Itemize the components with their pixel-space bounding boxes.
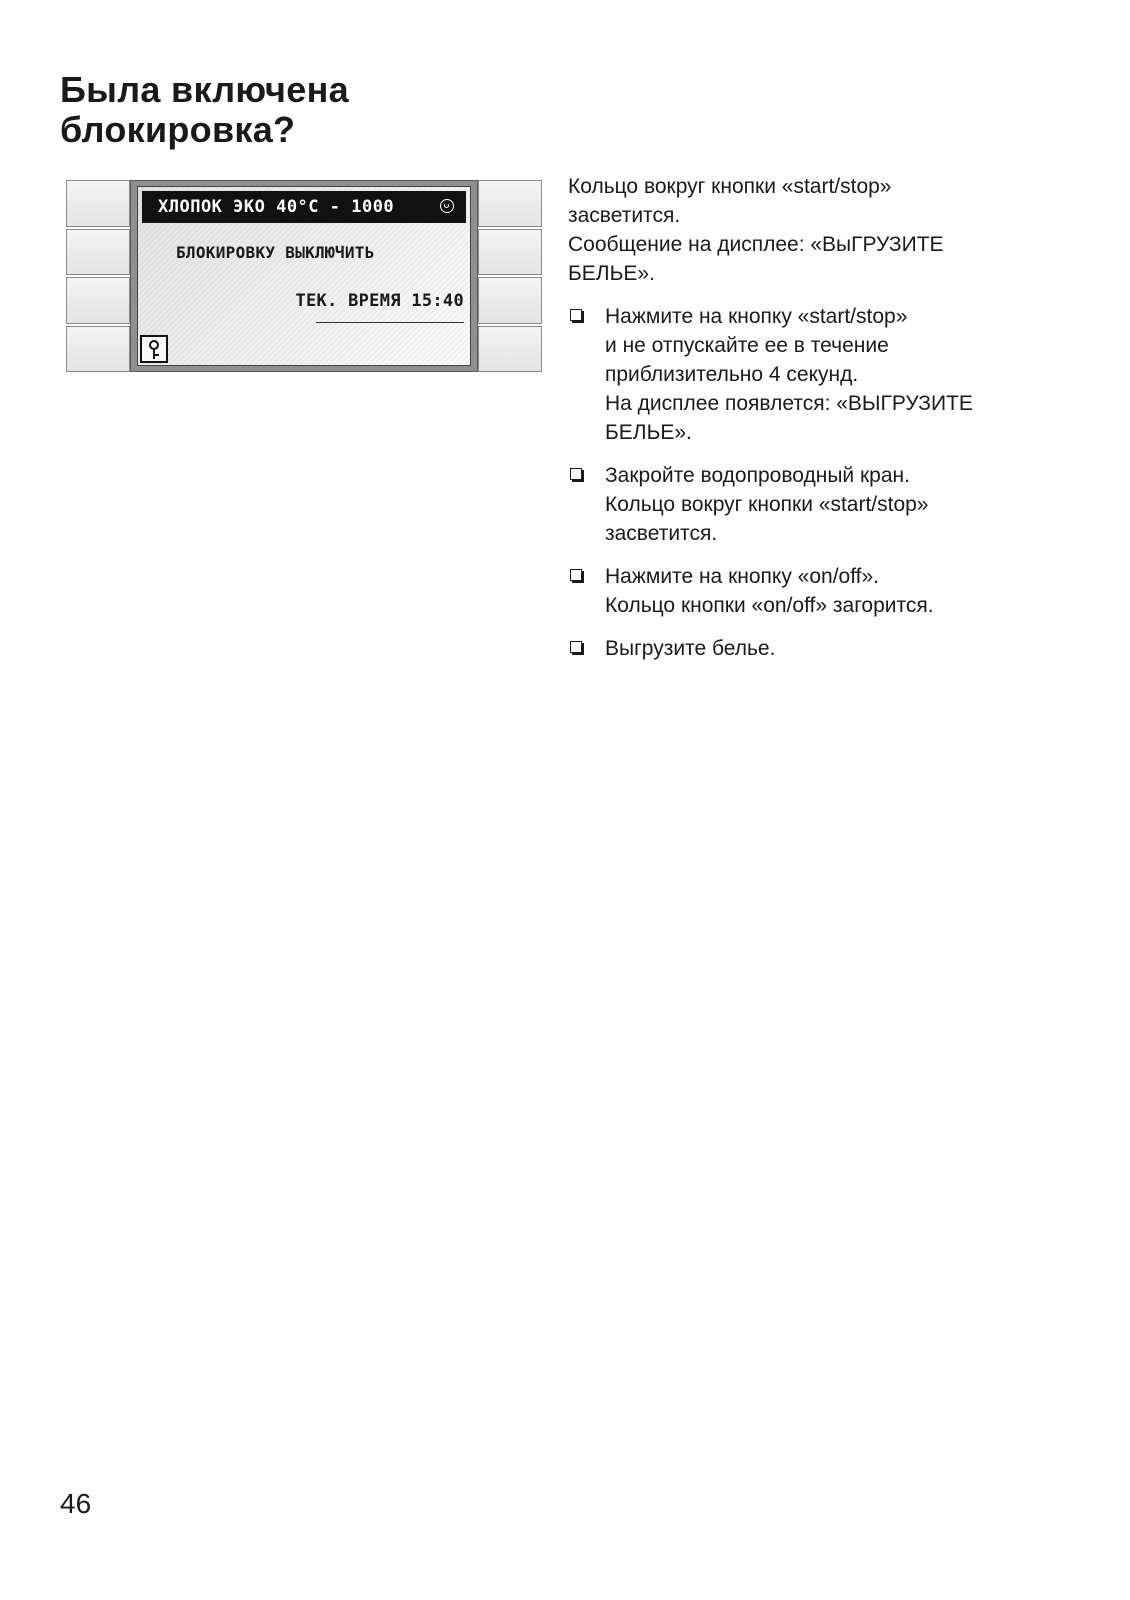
left-panel-button-4: [66, 326, 130, 373]
right-button-column: [478, 180, 542, 372]
spin-icon: [440, 199, 454, 213]
intro-line: Сообщение на дисплее: «ВыГРУЗИТЕ: [568, 233, 944, 256]
step-line: Выгрузите белье.: [605, 637, 776, 660]
step-line: приблизительно 4 секунд.: [605, 363, 859, 386]
checkbox-icon: [570, 569, 582, 581]
instructions-column: [568, 172, 1058, 677]
intro-line: засветится.: [568, 204, 681, 227]
step-item: [568, 562, 1058, 620]
step-item: [568, 302, 1058, 447]
intro-line: БЕЛЬЕ».: [568, 262, 655, 285]
step-line: Кольцо вокруг кнопки «start/stop»: [605, 493, 929, 516]
right-panel-button-2: [478, 229, 542, 276]
right-panel-button-3: [478, 277, 542, 324]
step-line: засветится.: [605, 522, 718, 545]
checkbox-icon: [570, 468, 582, 480]
left-panel-button-2: [66, 229, 130, 276]
display-screen: [137, 186, 471, 366]
intro-paragraph: [568, 172, 1058, 288]
step-line: БЕЛЬЕ».: [605, 421, 692, 444]
step-item: [568, 461, 1058, 548]
checkbox-icon: [570, 641, 582, 653]
intro-line: Кольцо вокруг кнопки «start/stop»: [568, 175, 892, 198]
step-line: и не отпускайте ее в течение: [605, 334, 889, 357]
left-button-column: [66, 180, 130, 372]
step-line: Кольцо кнопки «on/off» загорится.: [605, 594, 934, 617]
title-line-2: блокировка?: [60, 109, 296, 150]
display-program-header: [142, 191, 466, 223]
page-title: [60, 70, 349, 150]
step-line: Нажмите на кнопку «on/off».: [605, 565, 880, 588]
key-icon: [140, 335, 168, 363]
right-panel-button-4: [478, 326, 542, 373]
page-number: 46: [60, 1488, 92, 1519]
title-line-1: Была включена: [60, 69, 349, 110]
right-panel-button-1: [478, 180, 542, 227]
left-panel-button-3: [66, 277, 130, 324]
display-underline: [316, 322, 464, 323]
display-current-time: ТЕК. ВРЕМЯ 15:40: [295, 291, 464, 311]
checkbox-icon: [570, 309, 582, 321]
left-panel-button-1: [66, 180, 130, 227]
step-line: Закройте водопроводный кран.: [605, 464, 910, 487]
display-message: БЛОКИРОВКУ ВЫКЛЮЧИТЬ: [176, 243, 375, 262]
step-line: Нажмите на кнопку «start/stop»: [605, 305, 908, 328]
display-frame: [130, 180, 478, 372]
display-program-text: ХЛОПОК ЭКО 40°С - 1000: [158, 197, 395, 217]
step-line: На дисплее появлется: «ВЫГРУЗИТЕ: [605, 392, 973, 415]
control-panel-illustration: [66, 180, 542, 372]
step-item: [568, 634, 1058, 663]
